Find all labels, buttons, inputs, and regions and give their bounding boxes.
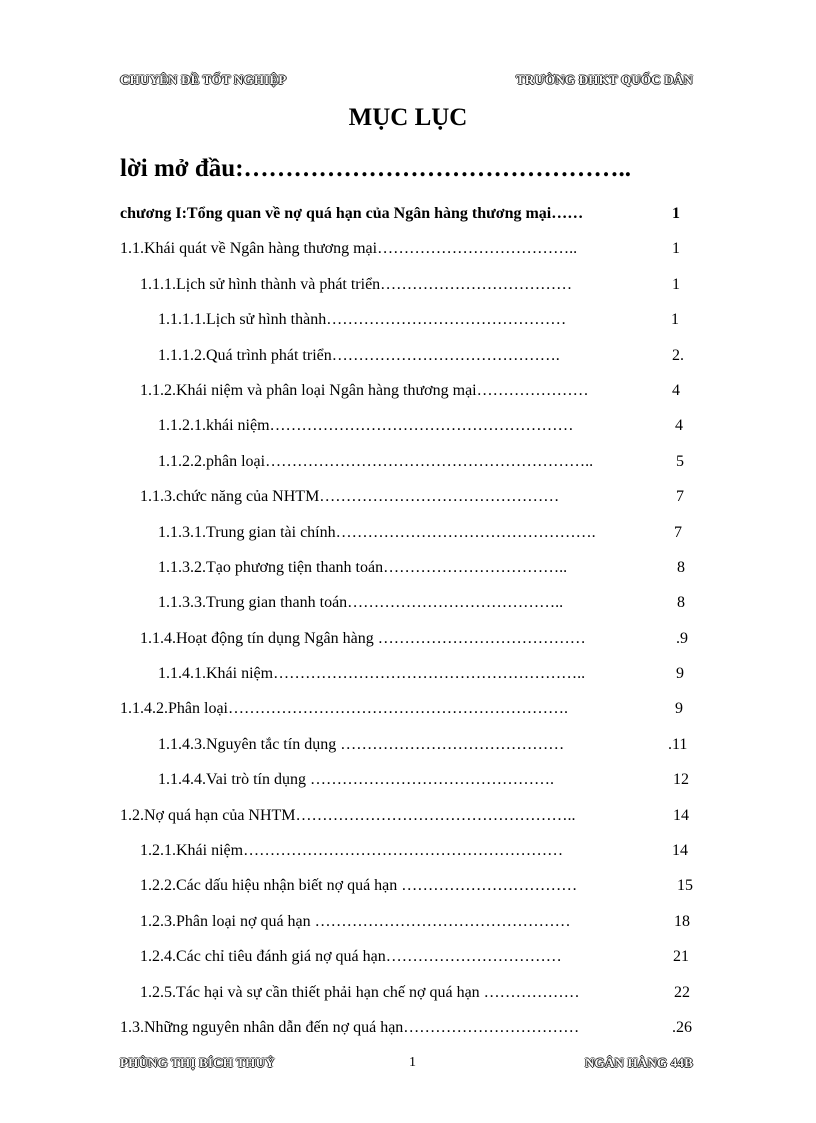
toc-entry-page: .11 (668, 735, 688, 753)
toc-intro: lời mở đầu:……………………………………….. (120, 155, 632, 182)
toc-entry (0, 588, 816, 623)
toc-entry-page: 15 (677, 877, 693, 895)
toc-entry-text: 1.1.4.4.Vai trò tín dụng ………………………………………. (158, 771, 554, 789)
toc-entry-page: .26 (672, 1018, 692, 1036)
header-left: CHUYÊN ĐỀ TỐT NGHIỆP (120, 72, 287, 87)
toc-entry-page: 8 (677, 594, 685, 612)
toc-entry-text: 1.1.3.1.Trung gian tài chính…………………………………………. (158, 523, 596, 541)
toc-entry-page: 12 (673, 771, 689, 789)
toc-entry (0, 730, 816, 765)
toc-entry-text: 1.1.3.chức năng của NHTM……………………………………… (140, 488, 560, 506)
toc-entry (0, 447, 816, 482)
toc-entry-text: 1.1.4.2.Phân loại………………………………………………………. (120, 700, 568, 718)
toc-entry (0, 659, 816, 694)
toc-entry-page: 7 (674, 523, 682, 541)
toc-entry (0, 836, 816, 871)
toc-entry (0, 234, 816, 269)
toc-entry-page: 1 (672, 240, 680, 258)
toc-entry-page: .9 (676, 629, 688, 647)
toc-entry-text: 1.1.2.2.phân loại…………………………………………………….. (158, 452, 594, 470)
toc-entry-page: 1 (672, 205, 680, 222)
toc-entry-text: 1.1.1.Lịch sử hình thành và phát triển……………………………… (140, 275, 573, 293)
toc-entry (0, 376, 816, 411)
toc-entry-text: 1.1.2.Khái niệm và phân loại Ngân hàng thương mại………………… (140, 381, 589, 399)
toc-entry (0, 341, 816, 376)
toc-entry-page: 2. (672, 346, 684, 364)
toc-entry-text: 1.1.4.Hoạt động tín dụng Ngân hàng ………………………………… (140, 629, 586, 647)
toc-entry (0, 871, 816, 906)
toc-entry-page: 7 (676, 488, 684, 506)
toc-entry-page: 21 (673, 948, 689, 966)
toc-entry-page: 14 (673, 806, 689, 824)
toc-entry-page: 9 (676, 665, 684, 683)
toc-entry-page: 22 (674, 983, 690, 1001)
footer-author: PHÙNG THỊ BÍCH THUỶ (120, 1055, 275, 1070)
toc-entry-text: 1.1.3.2.Tạo phương tiện thanh toán…………………………….. (158, 558, 568, 576)
toc-entry-text: 1.1.4.3.Nguyên tắc tín dụng …………………………………… (158, 735, 565, 753)
toc-entry (0, 1013, 816, 1048)
toc-entry-text: 1.2.2.Các dấu hiệu nhận biết nợ quá hạn …………………………… (140, 877, 578, 895)
footer-page-number: 1 (409, 1055, 417, 1070)
toc-entry-text: 1.1.1.2.Quá trình phát triển……………………………………. (158, 346, 560, 364)
page-title: MỤC LỤC (348, 104, 468, 131)
toc-entry-text: 1.1.4.1.Khái niệm………………………………………………….. (158, 665, 586, 683)
toc-entry-text: 1.1.1.1.Lịch sử hình thành……………………………………… (158, 311, 567, 329)
toc-entry (0, 978, 816, 1013)
toc-entry (0, 801, 816, 836)
toc-entry-page: 9 (675, 700, 683, 718)
table-of-contents (0, 199, 816, 1048)
toc-entry (0, 624, 816, 659)
toc-entry-text: 1.2.1.Khái niệm…………………………………………………… (140, 842, 564, 860)
toc-entry (0, 765, 816, 800)
toc-entry (0, 305, 816, 340)
toc-entry-page: 8 (677, 558, 685, 576)
toc-entry (0, 942, 816, 977)
toc-entry-text: chương I:Tổng quan về nợ quá hạn của Ngân hàng thương mại…… (120, 205, 584, 222)
toc-entry-text: 1.2.3.Phân loại nợ quá hạn ………………………………………… (140, 912, 571, 930)
toc-entry-chapter-1 (0, 199, 816, 234)
toc-entry-text: 1.1.2.1.khái niệm………………………………………………… (158, 417, 574, 435)
toc-entry-page: 5 (676, 452, 684, 470)
toc-entry (0, 518, 816, 553)
toc-entry-page: 14 (672, 842, 688, 860)
toc-entry-text: 1.2.Nợ quá hạn của NHTM…………………………………………….. (120, 806, 576, 824)
toc-entry (0, 270, 816, 305)
toc-entry-text: 1.1.3.3.Trung gian thanh toán………………………………….. (158, 594, 564, 612)
toc-entry (0, 694, 816, 729)
toc-entry-text: 1.2.4.Các chỉ tiêu đánh giá nợ quá hạn…………………………… (140, 948, 562, 966)
toc-entry-page: 1 (672, 275, 680, 293)
toc-entry-page: 1 (671, 311, 679, 329)
toc-entry (0, 482, 816, 517)
toc-entry-text: 1.1.Khái quát về Ngân hàng thương mại……………………………….. (120, 240, 578, 258)
toc-entry-text: 1.2.5.Tác hại và sự cần thiết phải hạn chế nợ quá hạn ……………… (140, 983, 580, 1001)
toc-entry-page: 4 (675, 417, 683, 435)
toc-entry-page: 4 (672, 381, 680, 399)
toc-entry-page: 18 (674, 912, 690, 930)
footer-class: NGÂN HÀNG 44B (584, 1055, 693, 1070)
toc-entry (0, 907, 816, 942)
toc-entry (0, 553, 816, 588)
toc-entry (0, 411, 816, 446)
toc-entry-text: 1.3.Những nguyên nhân dẫn đến nợ quá hạn…………………………… (120, 1018, 580, 1036)
header-right: TRƯỜNG ĐHKT QUỐC DÂN (516, 72, 693, 87)
